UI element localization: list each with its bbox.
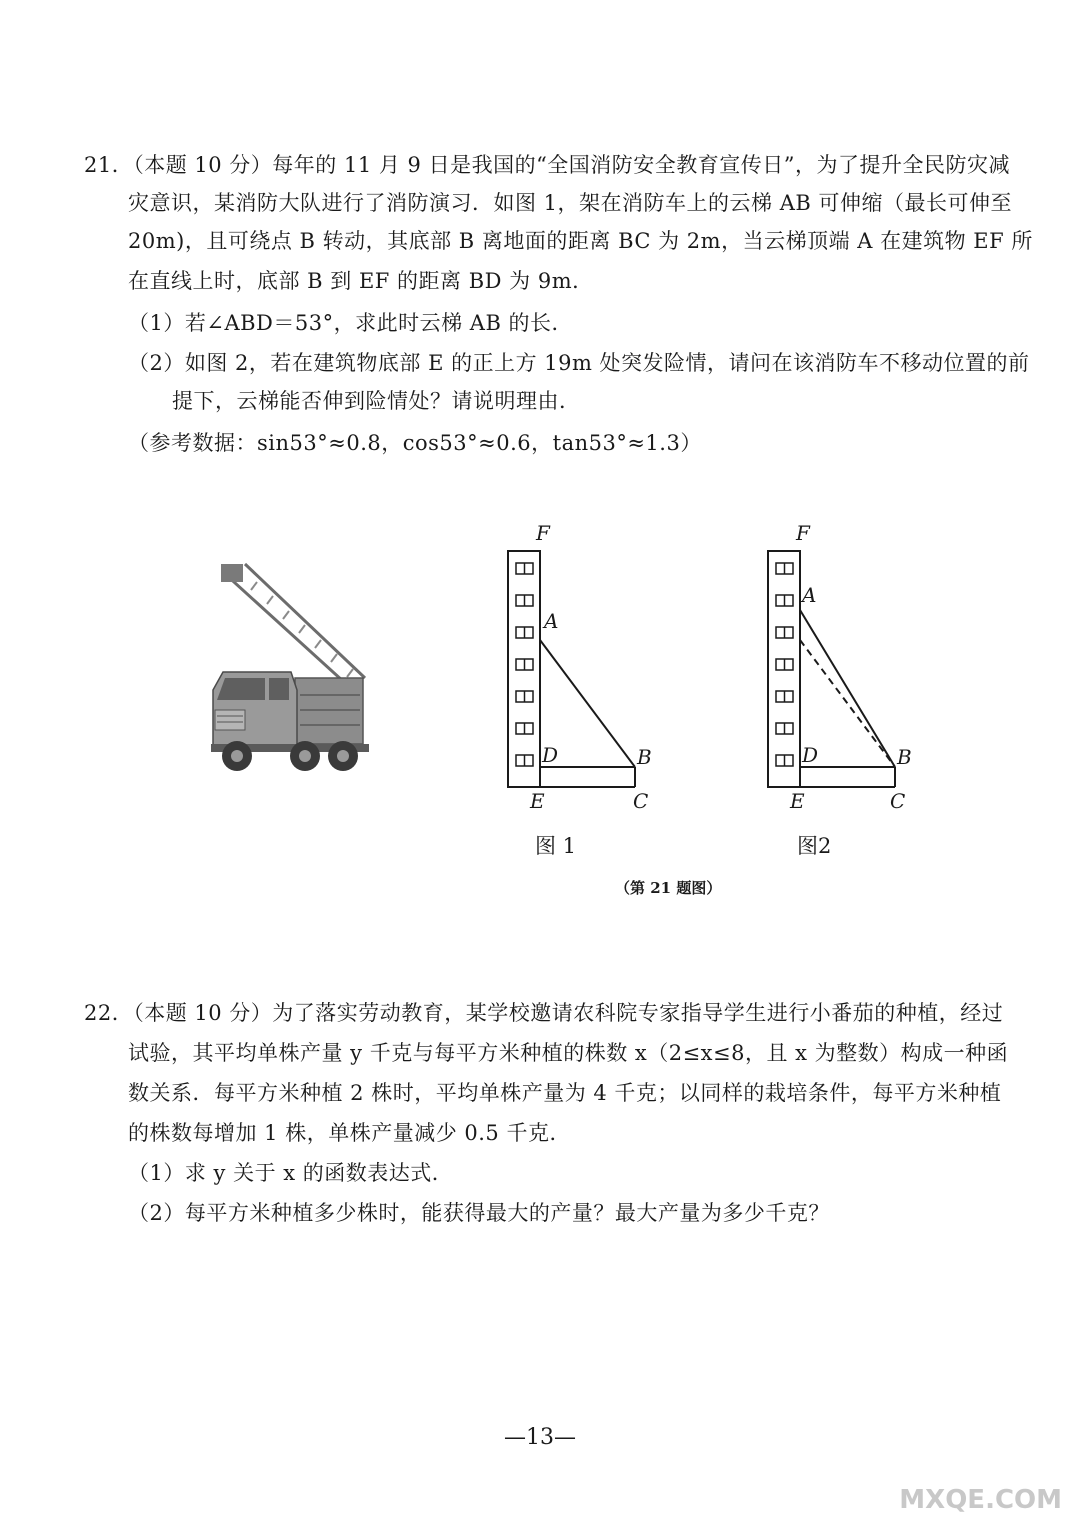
q21-line-1: 21．（本题 10 分）每年的 11 月 9 日是我国的“全国消防安全教育宣传日”，为了提升全民防灾减 <box>84 153 1011 177</box>
fig2-point-A: A <box>802 583 817 607</box>
fig2-point-B: B <box>897 745 912 769</box>
fig1-point-E: E <box>530 789 545 813</box>
q22-line-4: 的株数每增加 1 株，单株产量减少 0.5 千克． <box>128 1121 571 1145</box>
q22-line-3: 数关系．每平方米种植 2 株时，平均单株产量为 4 千克；以同样的栽培条件，每平方米种植 <box>128 1081 1002 1105</box>
q21-sub-2: （2）如图 2，若在建筑物底部 E 的正上方 19m 处突发险情，请问在该消防车不移动位置的前 <box>128 351 1030 375</box>
figure-1-label: 图 1 <box>535 834 577 858</box>
fig1-point-A: A <box>544 609 559 633</box>
fig1-point-C: C <box>633 789 649 813</box>
q22-line-2: 试验，其平均单株产量 y 千克与每平方米种植的株数 x（2≤x≤8，且 x 为整数）构成一种函 <box>128 1041 1009 1065</box>
corner-watermark: MXQE.COM <box>899 1485 1062 1515</box>
fig1-point-F: F <box>536 521 550 545</box>
q21-figure-area <box>0 500 1080 920</box>
q21-reference-data: （参考数据：sin53°≈0.8，cos53°≈0.6，tan53°≈1.3） <box>128 431 702 455</box>
fire-truck-illustration <box>205 560 385 780</box>
q21-sub-2-cont: 提下，云梯能否伸到险情处？请说明理由． <box>172 389 581 413</box>
figure-2-diagram <box>750 520 950 820</box>
figure-caption: （第 21 题图） <box>615 879 722 897</box>
fig1-point-D: D <box>542 743 559 767</box>
fig2-point-F: F <box>796 521 810 545</box>
q21-line-2: 灾意识，某消防大队进行了消防演习．如图 1，架在消防车上的云梯 AB 可伸缩（最长可伸至 <box>128 191 1012 215</box>
q21-sub-1: （1）若∠ABD＝53°，求此时云梯 AB 的长． <box>128 311 574 335</box>
fig2-point-C: C <box>890 789 906 813</box>
q22-sub-2: （2）每平方米种植多少株时，能获得最大的产量？最大产量为多少千克？ <box>128 1201 830 1225</box>
fig2-point-D: D <box>802 743 819 767</box>
q21-line-4: 在直线上时，底部 B 到 EF 的距离 BD 为 9m． <box>128 269 594 293</box>
figure-2-label: 图2 <box>797 834 832 858</box>
figure-1-diagram <box>490 520 690 820</box>
q22-line-1: 22．（本题 10 分）为了落实劳动教育，某学校邀请农科院专家指导学生进行小番茄的种植，经过 <box>84 1001 1004 1025</box>
q21-line-3: 20m)，且可绕点 B 转动，其底部 B 离地面的距离 BC 为 2m，当云梯顶端 A 在建筑物 EF 所 <box>128 229 1033 253</box>
fig1-point-B: B <box>637 745 652 769</box>
q22-sub-1: （1）求 y 关于 x 的函数表达式． <box>128 1161 454 1185</box>
fig2-point-E: E <box>790 789 805 813</box>
page-number: —13— <box>504 1425 576 1450</box>
